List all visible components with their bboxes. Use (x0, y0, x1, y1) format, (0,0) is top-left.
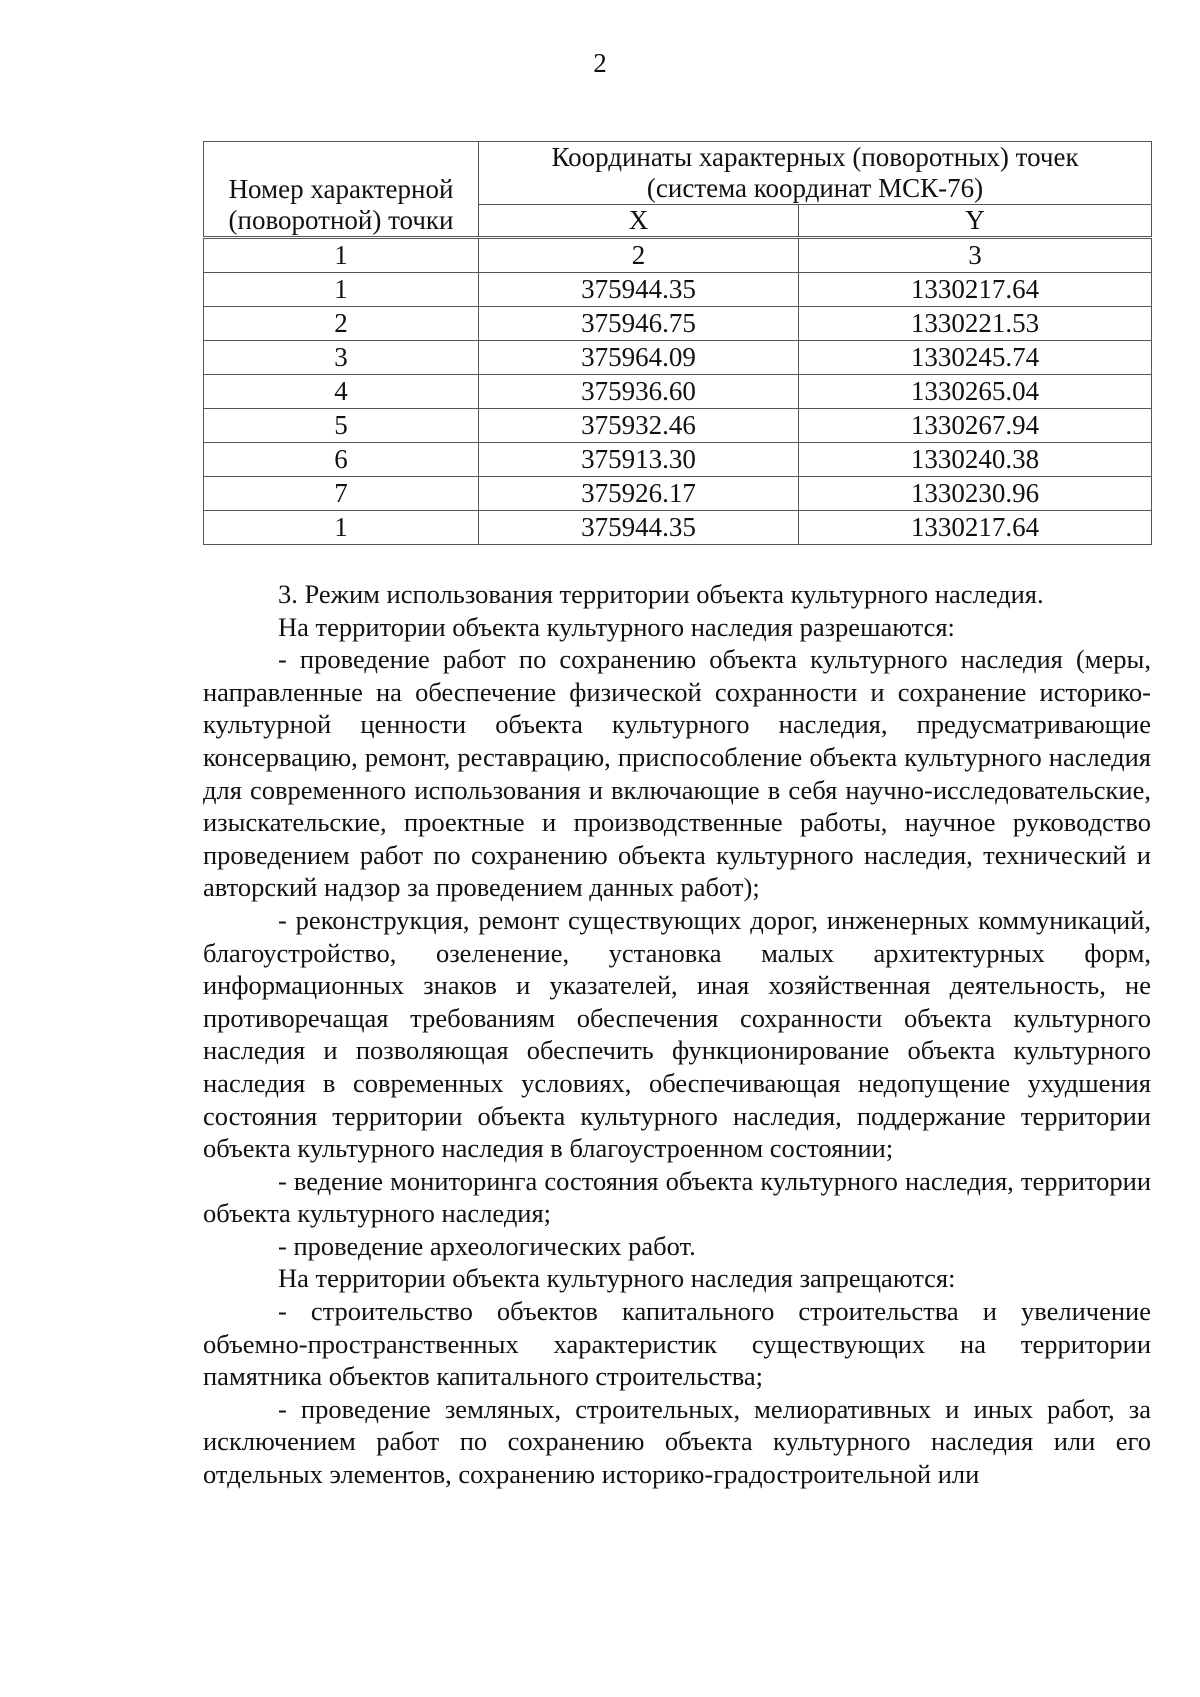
point-number: 5 (204, 409, 479, 443)
header-coordinates: Координаты характерных (поворотных) точек (система координат МСК-76) (479, 142, 1152, 205)
coordinate-x: 375964.09 (479, 341, 799, 375)
table-row (204, 511, 1152, 545)
coordinate-x: 375926.17 (479, 477, 799, 511)
coordinate-x: 375946.75 (479, 307, 799, 341)
point-number: 6 (204, 443, 479, 477)
body-text (203, 578, 1151, 1491)
column-number: 2 (479, 238, 799, 273)
table-row (204, 307, 1152, 341)
point-number: 4 (204, 375, 479, 409)
coordinate-y: 1330230.96 (799, 477, 1152, 511)
table-row (204, 443, 1152, 477)
permitted-item: - реконструкция, ремонт существующих дорог, инженерных коммуникаций, благоустройство, озеленение, установка малых архитектурных форм, информационных знаков и указателей, иная хозяйственная деятельность, не противоречащая требованиям обеспечения сохранности объекта культурного наследия и позволяющая обеспечить функционирование объекта культурного наследия в современных условиях, обеспечивающая недопущение ухудшения состояния территории объекта культурного наследия, поддержание территории объекта культурного наследия в благоустроенном состоянии; (203, 904, 1151, 1164)
point-number: 1 (204, 511, 479, 545)
coordinate-x: 375944.35 (479, 511, 799, 545)
column-number: 3 (799, 238, 1152, 273)
coordinate-y: 1330240.38 (799, 443, 1152, 477)
point-number: 2 (204, 307, 479, 341)
permitted-item: - проведение работ по сохранению объекта культурного наследия (меры, направленные на обеспечение физической сохранности и сохранение историко-культурной ценности объекта культурного наследия, предусматривающие консервацию, ремонт, реставрацию, приспособление объекта культурного наследия для современного использования и включающие в себя научно-исследовательские, изыскательские, проектные и производственные работы, научное руководство проведением работ по сохранению объекта культурного наследия, технический и авторский надзор за проведением данных работ); (203, 644, 1151, 903)
page-number: 2 (593, 48, 607, 78)
prohibited-item: - проведение земляных, строительных, мелиоративных и иных работ, за исключением работ по сохранению объекта культурного наследия или его отдельных элементов, сохранению историко-градостроительной или (203, 1393, 1151, 1490)
prohibited-intro: На территории объекта культурного наследия запрещаются: (278, 1263, 956, 1294)
permitted-intro: На территории объекта культурного наследия разрешаются: (278, 611, 955, 642)
table-row (204, 341, 1152, 375)
coordinate-x: 375913.30 (479, 443, 799, 477)
point-number: 3 (204, 341, 479, 375)
table-row (204, 375, 1152, 409)
point-number: 7 (204, 477, 479, 511)
permitted-item: - ведение мониторинга состояния объекта культурного наследия, территории объекта культурного наследия; (203, 1165, 1151, 1229)
column-number: 1 (204, 238, 479, 273)
table-row (204, 477, 1152, 511)
coordinate-y: 1330265.04 (799, 375, 1152, 409)
coordinate-y: 1330217.64 (799, 273, 1152, 307)
coordinate-y: 1330267.94 (799, 409, 1152, 443)
header-point-number: Номер характерной (поворотной) точки (204, 142, 479, 238)
prohibited-item: - строительство объектов капитального строительства и увеличение объемно-пространственных характеристик существующих на территории памятника объектов капитального строительства; (203, 1296, 1151, 1392)
table-row (204, 409, 1152, 443)
coordinate-x: 375936.60 (479, 375, 799, 409)
column-numbers-row (204, 238, 1152, 273)
coordinate-y: 1330245.74 (799, 341, 1152, 375)
point-number: 1 (204, 273, 479, 307)
header-y: Y (799, 205, 1152, 238)
permitted-item: - проведение археологических работ. (278, 1230, 696, 1261)
coordinate-x: 375944.35 (479, 273, 799, 307)
coordinates-table (203, 141, 1152, 545)
coordinate-y: 1330217.64 (799, 511, 1152, 545)
coordinate-y: 1330221.53 (799, 307, 1152, 341)
header-x: X (479, 205, 799, 238)
table-row (204, 273, 1152, 307)
section-heading: 3. Режим использования территории объекта культурного наследия. (278, 579, 1044, 609)
coordinate-x: 375932.46 (479, 409, 799, 443)
